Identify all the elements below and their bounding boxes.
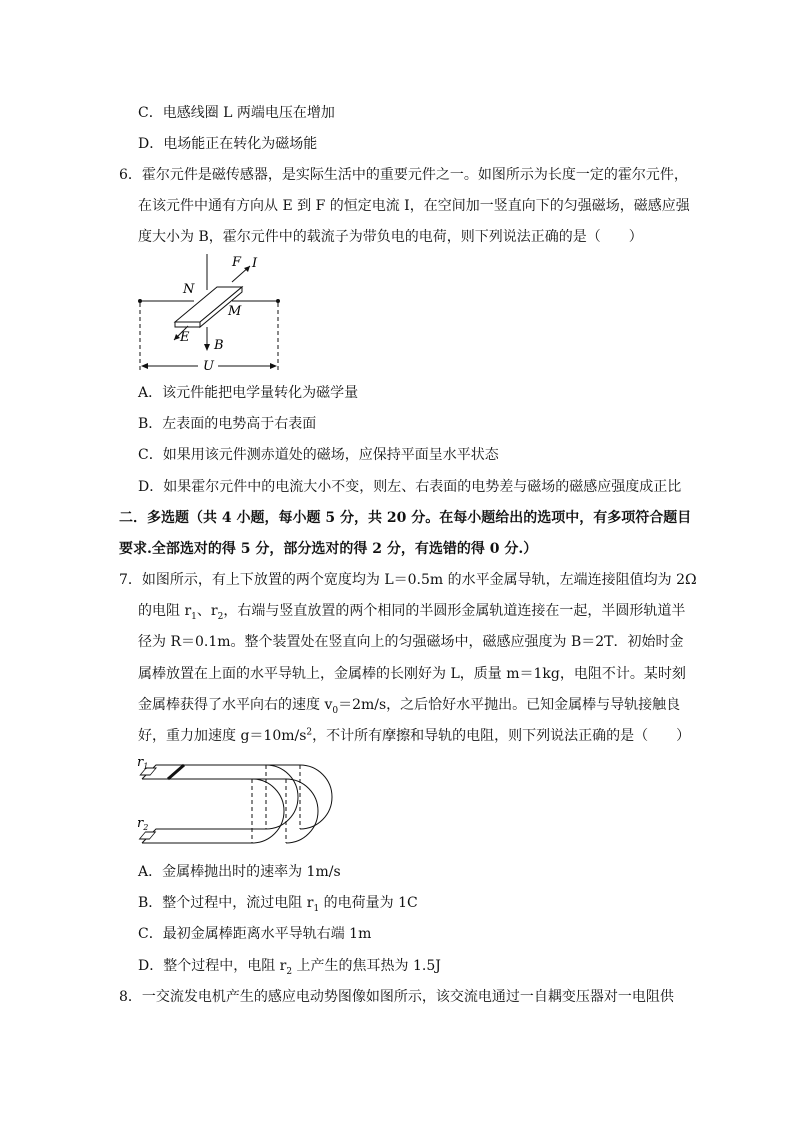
b-arrow-icon [204, 344, 210, 351]
q8-stem-line1: 8．一交流发电机产生的感应电动势图像如图所示，该交流电通过一自耦变压器对一电阻供 [119, 989, 674, 1005]
hall-element-figure [132, 252, 292, 377]
resistor-r2-icon [140, 832, 156, 839]
q7-option-b [138, 893, 418, 913]
q6-option-c: C．如果用该元件测赤道处的磁场，应保持平面呈水平状态 [138, 447, 499, 463]
label-u: U [203, 359, 214, 374]
q7-stem-line4: 属棒放置在上面的水平导轨上，金属棒的长刚好为 L，质量 m＝1kg，电阻不计。某时刻 [138, 666, 686, 682]
section2-heading-line2: 要求.全部选对的得 5 分，部分选对的得 2 分，有选错的得 0 分.） [119, 541, 538, 557]
right-terminal [276, 299, 280, 303]
q7-stem-line2 [138, 601, 685, 621]
q5-option-c: C．电感线圈 L 两端电压在增加 [138, 105, 335, 121]
metal-rod [168, 765, 184, 779]
q7-line2-part-b: 、r [196, 603, 218, 619]
lower-semicircle [252, 779, 284, 843]
q6-option-b: B．左表面的电势高于右表面 [138, 416, 317, 432]
q6-stem-line3: 度大小为 B，霍尔元件中的载流子为带负电的电荷，则下列说法正确的是（ ） [138, 229, 643, 245]
q7-option-c: C．最初金属棒距离水平导轨右端 1m [138, 926, 372, 942]
q7-option-b-part-a: B．整个过程中，流过电阻 r [138, 895, 314, 911]
q6-option-d: D．如果霍尔元件中的电流大小不变，则左、右表面的电势差与磁场的磁感应强度成正比 [138, 479, 682, 495]
q7-stem-line6 [138, 726, 690, 746]
q7-line6-part-b: ，不计所有摩擦和导轨的电阻，则下列说法正确的是（ ） [312, 728, 691, 744]
label-m: M [228, 304, 242, 319]
q7-line5-part-b: ＝2m/s，之后恰好水平抛出。已知金属棒与导轨接触良 [338, 697, 681, 713]
label-b: B [214, 338, 224, 353]
q7-option-d-part-a: D．整个过程中，电阻 r [138, 958, 287, 974]
q5-option-d: D．电场能正在转化为磁场能 [138, 136, 318, 152]
q7-line2-sub2: 2 [217, 611, 224, 622]
label-e: E [180, 330, 190, 345]
rail-figure [134, 755, 334, 860]
q7-option-b-part-b: 的电荷量为 1C [319, 895, 418, 911]
q7-line2-part-a: 的电阻 r [138, 603, 192, 619]
q6-stem-line2: 在该元件中通有方向从 E 到 F 的恒定电流 I，在空间加一竖直向下的匀强磁场，磁感应强 [138, 198, 690, 214]
q7-stem-line5 [138, 695, 680, 715]
q7-line5-sub: 0 [332, 705, 339, 716]
q7-option-d [138, 956, 441, 976]
q7-stem-line1: 7．如图所示，有上下放置的两个宽度均为 L＝0.5m 的水平金属导轨，左端连接阻值均为 2Ω [119, 572, 697, 588]
q7-option-b-sub: 1 [313, 903, 320, 914]
q7-line2-sub1: 1 [191, 611, 197, 622]
u-arrow-right-icon [270, 363, 277, 369]
section2-heading-line1: 二．多选题（共 4 小题，每小题 5 分，共 20 分。在每小题给出的选项中，有多项符合题目 [119, 510, 692, 526]
label-f: F [232, 255, 242, 270]
q6-stem-line1: 6．霍尔元件是磁传感器，是实际生活中的重要元件之一。如图所示为长度一定的霍尔元件， [119, 167, 688, 183]
front-semicircle [286, 779, 318, 843]
lower-back-semicircle [266, 765, 298, 829]
q7-stem-line3: 径为 R＝0.1m。整个装置处在竖直向上的匀强磁场中，磁感应强度为 B＝2T．初始时金 [138, 634, 684, 650]
label-n: N [183, 282, 195, 297]
q7-line2-part-c: ，右端与竖直放置的两个相同的半圆形金属轨道连接在一起，半圆形轨道半 [223, 603, 686, 619]
label-r1: $r_1$ [137, 755, 149, 771]
u-arrow-left-icon [141, 363, 148, 369]
q6-option-a: A．该元件能把电学量转化为磁学量 [138, 385, 359, 401]
q7-line6-sup: 2 [306, 727, 313, 738]
label-r2: $r_2$ [137, 816, 149, 832]
q7-option-d-sub: 2 [286, 966, 293, 977]
q7-line5-part-a: 金属棒获得了水平向右的速度 v [138, 697, 333, 713]
q7-line6-part-a: 好，重力加速度 g＝10m/s [138, 728, 307, 744]
back-semicircle [300, 765, 332, 829]
left-terminal [138, 299, 142, 303]
lower-rail-back [142, 829, 266, 843]
q7-option-a: A．金属棒抛出时的速率为 1m/s [138, 864, 341, 880]
q7-option-d-part-b: 上产生的焦耳热为 1.5J [292, 958, 441, 974]
label-i: I [252, 256, 258, 271]
